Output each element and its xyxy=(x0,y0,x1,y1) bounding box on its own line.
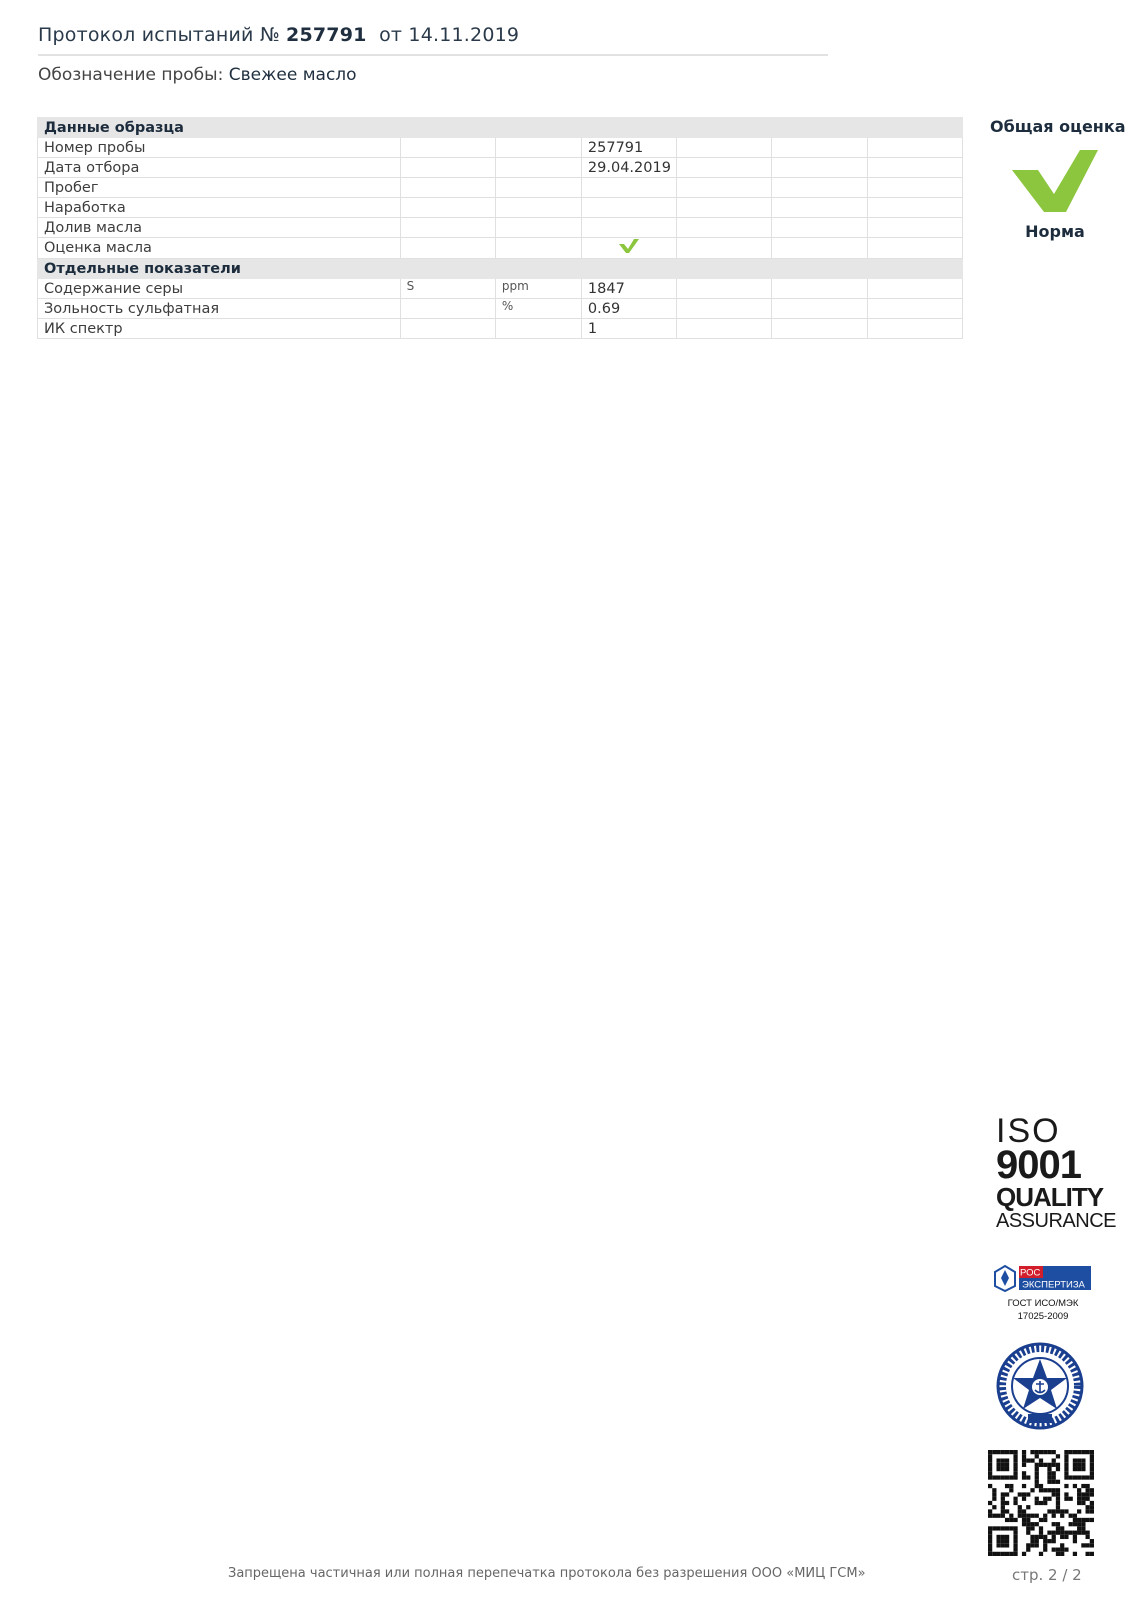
section-header-sample-data xyxy=(38,118,963,138)
row-label: Пробег xyxy=(38,178,401,198)
table-row xyxy=(38,178,963,198)
table-row xyxy=(38,198,963,218)
table-row xyxy=(38,138,963,158)
row-value: 257791 xyxy=(581,138,676,158)
green-check-icon xyxy=(618,238,640,254)
expertiza-text: ЭКСПЕРТИЗА xyxy=(1022,1279,1085,1291)
sample-designation xyxy=(38,65,828,85)
copyright-note: Запрещена частичная или полная перепечатка протокола без разрешения ООО «МИЦ ГСМ» xyxy=(228,1566,866,1581)
row-symbol xyxy=(400,299,495,319)
row-unit: ppm xyxy=(495,279,581,299)
table-row xyxy=(38,238,963,259)
date-prefix: от xyxy=(379,24,403,46)
title-prefix: Протокол испытаний № xyxy=(38,24,280,46)
qr-code-icon xyxy=(988,1450,1094,1556)
row-label: Наработка xyxy=(38,198,401,218)
section-title: Отдельные показатели xyxy=(38,259,401,279)
row-value xyxy=(581,218,676,238)
ros-expertiza-icon xyxy=(993,1264,1093,1292)
section-header-indicators xyxy=(38,259,963,279)
overall-assessment xyxy=(990,117,1126,241)
results-table xyxy=(37,117,963,339)
iso-text: ISO xyxy=(996,1112,1061,1150)
page-number: стр. 2 / 2 xyxy=(1012,1566,1082,1584)
row-label: ИК спектр xyxy=(38,319,401,339)
oil-assessment-cell xyxy=(581,238,676,259)
iso-quality: QUALITY xyxy=(996,1182,1104,1212)
protocol-title xyxy=(38,24,828,56)
row-value: 0.69 xyxy=(581,299,676,319)
row-label: Содержание серы xyxy=(38,279,401,299)
overall-title: Общая оценка xyxy=(990,117,1126,136)
green-check-icon xyxy=(1010,148,1100,220)
gost-line-2: 17025-2009 xyxy=(1017,1311,1069,1322)
qr-code xyxy=(988,1450,1094,1560)
iso-assurance: ASSURANCE xyxy=(996,1210,1116,1232)
document-header xyxy=(38,24,828,85)
table-row xyxy=(38,218,963,238)
overall-status: Норма xyxy=(1025,222,1085,241)
maritime-register-seal xyxy=(996,1342,1084,1434)
row-value: 1 xyxy=(581,319,676,339)
row-label: Зольность сульфатная xyxy=(38,299,401,319)
row-value: 1847 xyxy=(581,279,676,299)
sample-value: Свежее масло xyxy=(228,65,357,85)
sample-label: Обозначение пробы: xyxy=(38,65,224,85)
row-unit xyxy=(495,319,581,339)
row-unit: % xyxy=(495,299,581,319)
ros-expertiza-logo xyxy=(993,1264,1093,1322)
ros-text: РОС xyxy=(1020,1267,1041,1279)
protocol-number: 257791 xyxy=(286,24,367,46)
table-row xyxy=(38,319,963,339)
section-title: Данные образца xyxy=(38,118,401,138)
row-label: Дата отбора xyxy=(38,158,401,178)
row-symbol xyxy=(400,319,495,339)
table-row xyxy=(38,299,963,319)
row-label: Оценка масла xyxy=(38,238,401,259)
iso-9001-logo xyxy=(996,1112,1116,1232)
maritime-register-seal-icon xyxy=(996,1342,1084,1430)
row-value xyxy=(581,178,676,198)
row-label: Долив масла xyxy=(38,218,401,238)
row-value: 29.04.2019 xyxy=(581,158,676,178)
row-label: Номер пробы xyxy=(38,138,401,158)
row-symbol: S xyxy=(400,279,495,299)
gost-line-1: ГОСТ ИСО/МЭК xyxy=(1007,1298,1079,1309)
table-row xyxy=(38,279,963,299)
row-value xyxy=(581,198,676,218)
table-row xyxy=(38,158,963,178)
protocol-date: 14.11.2019 xyxy=(408,24,520,46)
iso-number: 9001 xyxy=(996,1143,1081,1187)
